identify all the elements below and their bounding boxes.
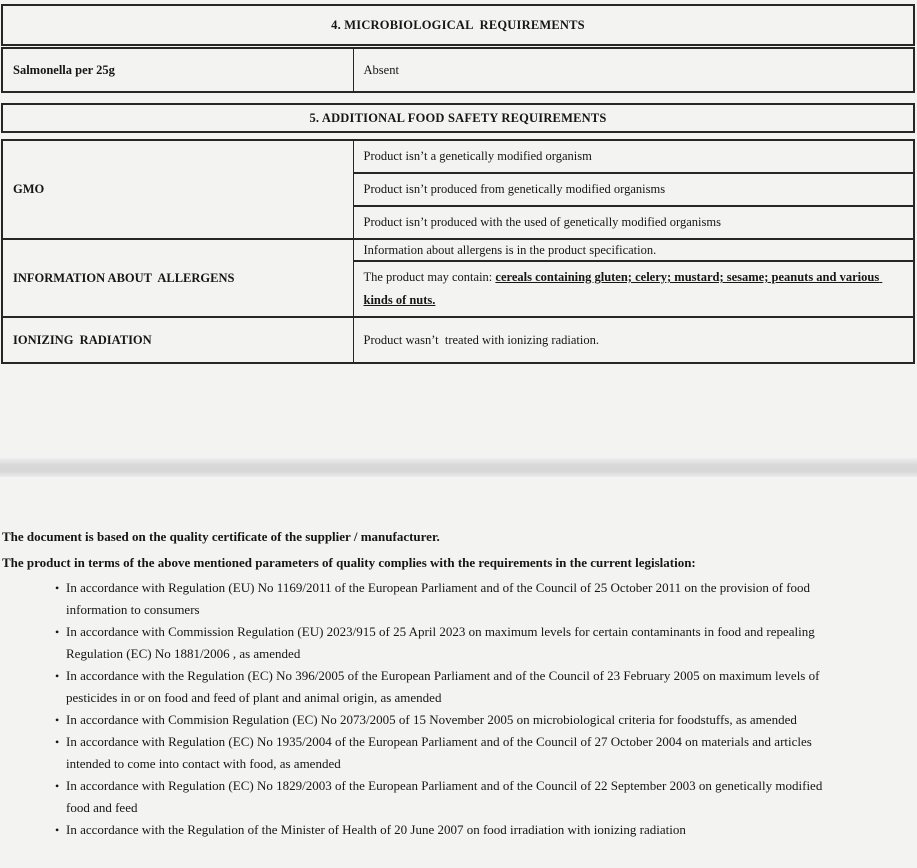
- microbiological-requirements-table: [1, 47, 915, 93]
- page-break-band: [0, 458, 917, 477]
- section-4-title: 4. MICROBIOLOGICAL REQUIREMENTS: [2, 5, 914, 45]
- additional-food-safety-header-table: [1, 103, 915, 133]
- regulation-item-5: • In accordance with Regulation (EC) No 1935/2004 of the European Parliament and of the Council of 27 October 2004 on materials and articles intended to come into contact with food, as amended: [2, 731, 848, 775]
- allergens-value-2: [353, 261, 914, 317]
- ionizing-radiation-row: [2, 317, 914, 363]
- gmo-value-2: Product isn’t produced from genetically modified organisms: [353, 173, 914, 206]
- allergens-label: INFORMATION ABOUT ALLERGENS: [2, 239, 353, 317]
- regulation-item-2: • In accordance with Commission Regulation (EU) 2023/915 of 25 April 2023 on maximum levels for certain contaminants in food and repealing Regulation (EC) No 1881/2006 , as amended: [2, 621, 848, 665]
- regulation-item-4: • In accordance with Commision Regulation (EC) No 2073/2005 of 15 November 2005 on microbiological criteria for foodstuffs, as amended: [2, 709, 848, 731]
- allergens-list-emphasis: cereals containing gluten; celery; mustard; sesame; peanuts and various kinds of nuts.: [363, 270, 883, 307]
- allergens-row-1: [2, 239, 914, 261]
- regulation-item-6: • In accordance with Regulation (EC) No 1829/2003 of the European Parliament and of the Council of 22 September 2003 on genetically modified food and feed: [2, 775, 848, 819]
- allergens-value-1: Information about allergens is in the product specification.: [353, 239, 914, 261]
- salmonella-row: [2, 48, 914, 92]
- gmo-value-3: Product isn’t produced with the used of genetically modified organisms: [353, 206, 914, 239]
- regulation-list: [2, 577, 848, 841]
- regulation-item-1: • In accordance with Regulation (EU) No 1169/2011 of the European Parliament and of the Council of 25 October 2011 on the provision of food information to consumers: [2, 577, 848, 621]
- additional-food-safety-table: [1, 139, 915, 364]
- regulation-item-7: • In accordance with the Regulation of the Minister of Health of 20 June 2007 on food irradiation with ionizing radiation: [2, 819, 848, 841]
- gmo-label: GMO: [2, 140, 353, 239]
- allergens-may-contain-prefix: The product may contain:: [363, 270, 496, 284]
- gmo-row-1: [2, 140, 914, 173]
- compliance-note: The product in terms of the above mentioned parameters of quality complies with the requirements in the current legislation:: [2, 555, 696, 570]
- section-5-title: 5. ADDITIONAL FOOD SAFETY REQUIREMENTS: [2, 104, 914, 132]
- regulation-item-3: • In accordance with the Regulation (EC) No 396/2005 of the European Parliament and of the Council of 23 February 2005 on maximum levels of pesticides in or on food and feed of plant and animal origin, as amended: [2, 665, 848, 709]
- ionizing-radiation-value: Product wasn’t treated with ionizing radiation.: [353, 317, 914, 363]
- salmonella-value: Absent: [353, 48, 914, 92]
- legal-notes: [2, 524, 848, 841]
- ionizing-radiation-label: IONIZING RADIATION: [2, 317, 353, 363]
- microbiological-requirements-header-table: [1, 4, 915, 46]
- gmo-value-1: Product isn’t a genetically modified organism: [353, 140, 914, 173]
- salmonella-label: Salmonella per 25g: [2, 48, 353, 92]
- document-basis-note: The document is based on the quality certificate of the supplier / manufacturer.: [2, 529, 440, 544]
